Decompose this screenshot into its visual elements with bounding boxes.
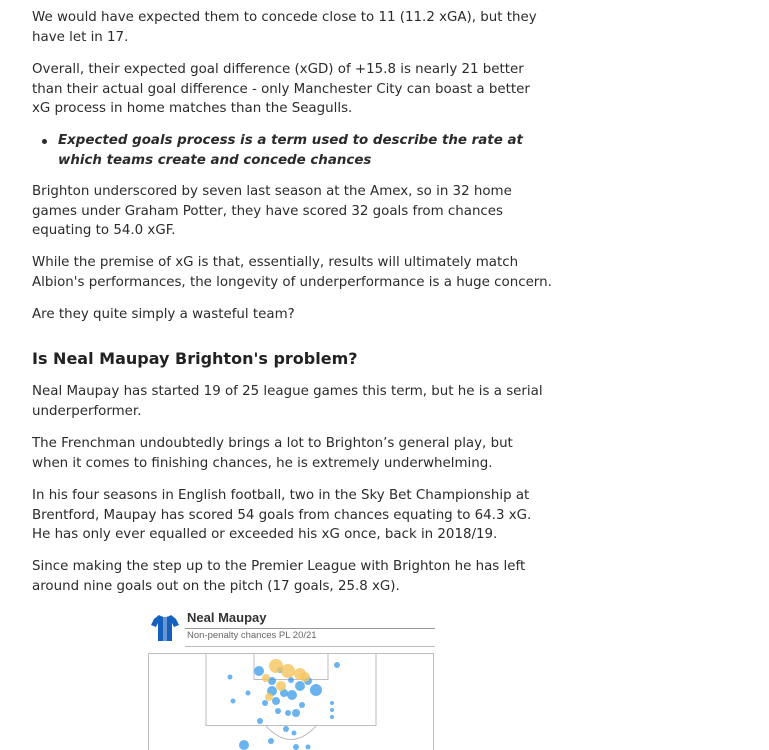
shot-miss: [239, 740, 249, 750]
paragraph: Neal Maupay has started 19 of 25 league games this term, but he is a serial underperformer.: [32, 384, 543, 419]
paragraph: Overall, their expected goal difference (xGD) of +15.8 is nearly 21 better than their actual goal difference - only Manchester City can boast a better xG process in home matches than the Seagulls.: [32, 62, 530, 116]
title-divider: [185, 628, 435, 629]
shot-miss: [330, 715, 334, 719]
shot-miss: [254, 666, 264, 676]
shot-miss: [272, 697, 280, 705]
shot-miss: [292, 731, 297, 736]
shot-miss: [275, 708, 281, 714]
paragraph: Since making the step up to the Premier League with Brighton he has left around nine goals out on the pitch (17 goals, 25.8 xG).: [32, 559, 526, 594]
shot-miss: [285, 710, 291, 716]
shot-goal: [281, 664, 295, 678]
shot-goal: [276, 681, 286, 691]
paragraph: We would have expected them to concede close to 11 (11.2 xGA), but they have let in 17.: [32, 10, 537, 45]
shot-miss: [287, 690, 297, 700]
shot-goal: [265, 693, 273, 701]
bullet-list-item: [32, 131, 552, 170]
paragraph: While the premise of xG is that, essentially, results will ultimately match Albion's performances, the longevity of underperformance is a huge concern.: [32, 255, 552, 290]
paragraph: Brighton underscored by seven last season at the Amex, so in 32 home games under Graham Potter, they have scored 32 goals from chances equating to 54.0 xGF.: [32, 184, 512, 238]
shot-miss: [292, 709, 300, 717]
subtitle-divider: [185, 646, 435, 647]
bullet-dot-icon: [42, 139, 47, 144]
penalty-arc: [266, 726, 316, 740]
chart-subtitle: Non-penalty chances PL 20/21: [187, 630, 317, 641]
shot-miss: [299, 702, 305, 708]
shot-miss: [231, 699, 236, 704]
pitch-shot-map: [148, 653, 434, 750]
bullet-text: Expected goals process is a term used to describe the rate at which teams create and concede chances: [58, 133, 523, 168]
player-name: Neal Maupay: [187, 610, 267, 625]
shot-miss: [330, 701, 334, 705]
shot-miss: [262, 700, 268, 706]
section-heading: Is Neal Maupay Brighton's problem?: [32, 349, 358, 368]
shirt-icon: [150, 612, 180, 642]
shot-miss: [310, 684, 322, 696]
shot-miss: [228, 675, 233, 680]
paragraph: In his four seasons in English football, two in the Sky Bet Championship at Brentford, Maupay has scored 54 goals from chances equating to 64.3 xG. He has only ever equalled or exceeded his xG once, back in 2018/19.: [32, 488, 532, 542]
shot-miss: [283, 726, 289, 732]
shot-miss: [246, 691, 251, 696]
shot-map-figure: [145, 606, 439, 750]
paragraph: The Frenchman undoubtedly brings a lot to Brighton’s general play, but when it comes to finishing chances, he is extremely underwhelming.: [32, 436, 513, 471]
shot-goal: [300, 672, 310, 682]
shirt-stripe: [163, 617, 167, 641]
shot-miss: [293, 744, 299, 750]
shot-miss: [330, 708, 334, 712]
shot-miss: [306, 745, 311, 750]
shot-miss: [257, 718, 263, 724]
shot-miss: [268, 738, 274, 744]
shot-miss: [334, 662, 340, 668]
penalty-area: [206, 654, 376, 726]
shot-miss: [295, 681, 305, 691]
paragraph: Are they quite simply a wasteful team?: [32, 307, 295, 322]
shot-goal: [262, 674, 270, 682]
shot-goal: [269, 659, 283, 673]
